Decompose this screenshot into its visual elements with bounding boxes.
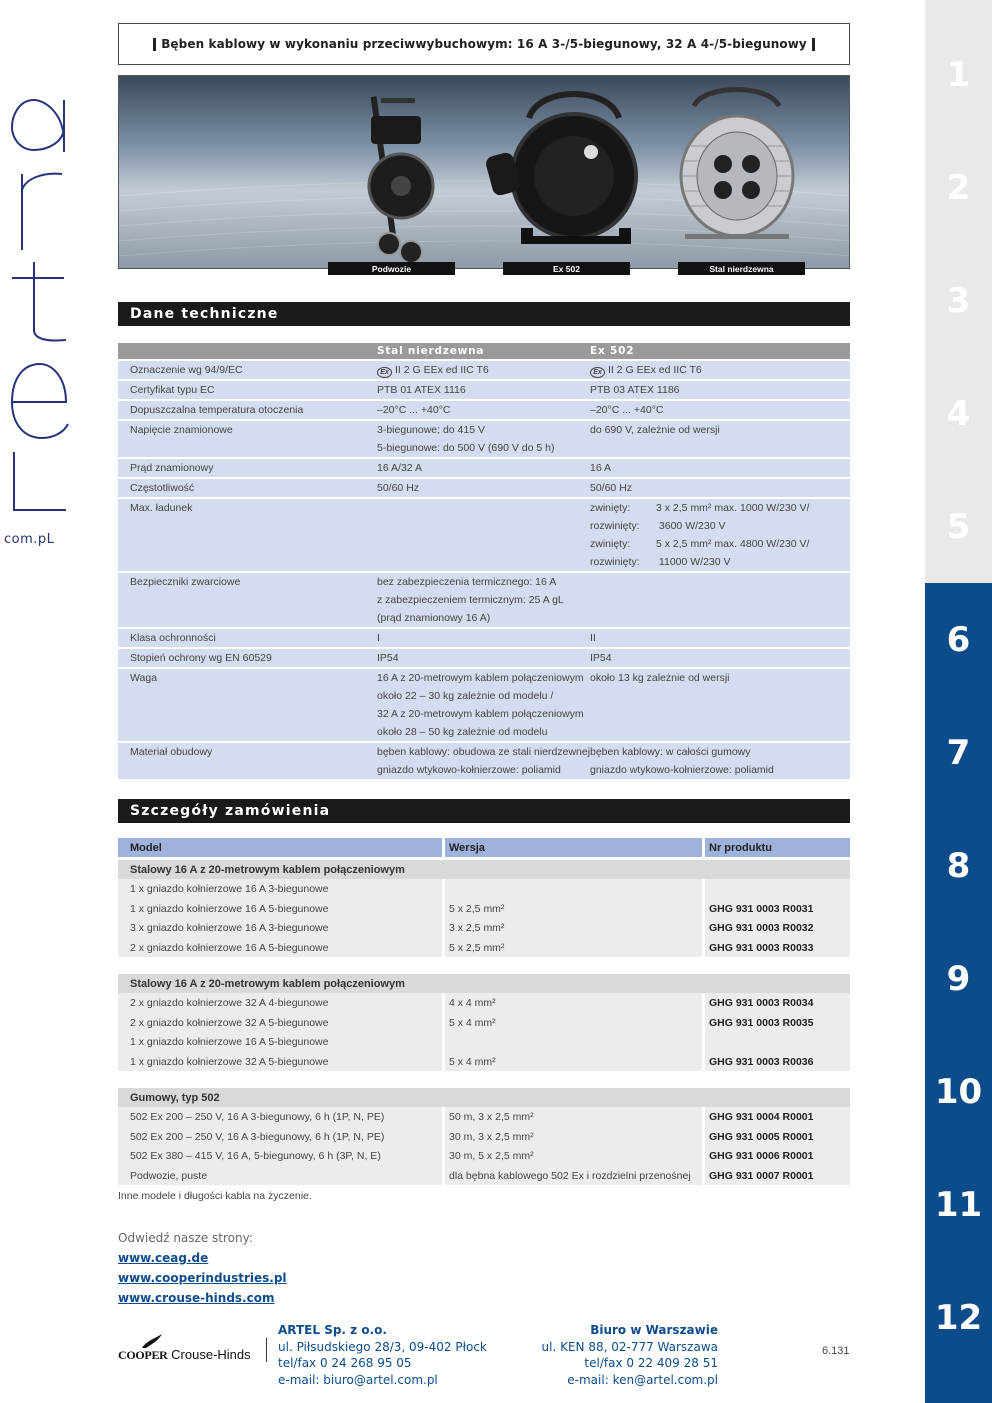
table-row: [118, 938, 850, 958]
model-cell: 2 x gniazdo kołnierzowe 16 A 5-biegunowe: [118, 938, 442, 958]
tech-value: gniazdo wtykowo-kołnierzowe: poliamid: [590, 764, 774, 776]
link-cooperindustries[interactable]: www.cooperindustries.pl: [118, 1271, 287, 1285]
trolley-image: [369, 96, 433, 263]
tech-value: II: [590, 632, 596, 644]
tech-label: Oznaczenie wg 94/9/EC: [130, 364, 243, 376]
product-number-cell: GHG 931 0003 R0033: [705, 938, 850, 958]
order-table: [118, 838, 850, 1185]
table-row: [118, 1166, 850, 1186]
tech-label: Dopuszczalna temperatura otoczenia: [130, 404, 304, 416]
email-line[interactable]: e-mail: biuro@artel.com.pl: [278, 1372, 438, 1387]
chapter-tabs: [925, 0, 992, 1403]
tech-value: 5-biegunowe: do 500 V (690 V do 5 h): [377, 442, 555, 454]
tech-value: PTB 01 ATEX 1116: [377, 384, 466, 396]
version-cell: 50 m, 3 x 2,5 mm²: [445, 1107, 702, 1127]
product-number-cell: GHG 931 0007 R0001: [705, 1166, 850, 1186]
photo-label-podwozie: Podwozie: [328, 262, 455, 275]
order-note: Inne modele i długości kabla na życzenie.: [118, 1190, 312, 1202]
table-row: [118, 1107, 850, 1127]
tech-value: –20°C ... +40°C: [590, 404, 664, 416]
version-cell: 5 x 2,5 mm²: [445, 899, 702, 919]
link-ceag[interactable]: www.ceag.de: [118, 1251, 209, 1265]
tech-value: około 13 kg zależnie od wersji: [590, 672, 730, 684]
tech-row: [118, 669, 850, 743]
tech-key: rozwinięty:: [590, 520, 640, 532]
ex-mark-icon: Ex: [377, 367, 392, 378]
tech-key: zwinięty:: [590, 502, 631, 514]
artel-logo: [4, 72, 74, 512]
page-number: 6.131: [822, 1345, 850, 1357]
tech-col-ex502: Ex 502: [590, 345, 635, 357]
tech-row: [118, 499, 850, 573]
tech-row: [118, 479, 850, 499]
tech-row: [118, 649, 850, 669]
tech-label: Certyfikat typu EC: [130, 384, 215, 396]
table-row: [118, 993, 850, 1013]
model-cell: 1 x gniazdo kołnierzowe 32 A 5-biegunowe: [118, 1052, 442, 1072]
tech-label: Prąd znamionowy: [130, 462, 214, 474]
table-row: [118, 1052, 850, 1072]
version-cell: 4 x 4 mm²: [445, 993, 702, 1013]
version-cell: [445, 879, 702, 899]
tech-value: 32 A z 20-metrowym kablem połączeniowym: [377, 708, 584, 720]
tech-col-stal: Stal nierdzewna: [377, 345, 485, 357]
tech-value: około 28 – 50 kg zależnie od modelu: [377, 726, 548, 738]
tech-value: II 2 G EEx ed IIC T6: [608, 364, 702, 376]
product-number-cell: GHG 931 0006 R0001: [705, 1146, 850, 1166]
tech-value: IP54: [590, 652, 612, 664]
tech-row: [118, 421, 850, 459]
order-heading: Szczegóły zamówienia: [118, 799, 850, 823]
order-group-title: Gumowy, typ 502: [118, 1088, 850, 1107]
model-cell: 502 Ex 200 – 250 V, 16 A 3-biegunowy, 6 h (1P, N, PE): [118, 1127, 442, 1147]
order-table-header: [118, 838, 850, 857]
phone-line: tel/fax 0 24 268 95 05: [278, 1356, 412, 1370]
model-cell: 2 x gniazdo kołnierzowe 32 A 4-biegunowe: [118, 993, 442, 1013]
tech-value: 16 A z 20-metrowym kablem połączeniowym: [377, 672, 584, 684]
model-cell: 1 x gniazdo kołnierzowe 16 A 5-biegunowe: [118, 1032, 442, 1052]
tech-value: –20°C ... +40°C: [377, 404, 451, 416]
tech-row: [118, 743, 850, 781]
product-number-cell: GHG 931 0003 R0031: [705, 899, 850, 919]
model-cell: 2 x gniazdo kołnierzowe 32 A 5-biegunowe: [118, 1013, 442, 1033]
product-number-cell: GHG 931 0004 R0001: [705, 1107, 850, 1127]
tech-value: bęben kablowy: w całości gumowy: [590, 746, 751, 758]
product-number-cell: GHG 931 0005 R0001: [705, 1127, 850, 1147]
tech-label: Klasa ochronności: [130, 632, 216, 644]
tech-row: [118, 381, 850, 401]
tech-value: 11000 W/230 V: [656, 556, 731, 568]
tech-value: 3-biegunowe; do 415 V: [377, 424, 485, 436]
tech-value: gniazdo wtykowo-kołnierzowe: poliamid: [377, 764, 561, 776]
tech-row: [118, 459, 850, 479]
tech-value: PTB 03 ATEX 1186: [590, 384, 680, 396]
table-row: [118, 879, 850, 899]
tab-7[interactable]: 7: [925, 696, 992, 809]
tech-row: [118, 629, 850, 649]
tech-value: IP54: [377, 652, 399, 664]
product-number-cell: [705, 879, 850, 899]
tech-value: 5 x 2,5 mm² max. 4800 W/230 V/: [656, 538, 810, 550]
product-number-cell: GHG 931 0003 R0036: [705, 1052, 850, 1072]
table-row: [118, 1013, 850, 1033]
tech-label: Stopień ochrony wg EN 60529: [130, 652, 272, 664]
model-cell: 1 x gniazdo kołnierzowe 16 A 3-biegunowe: [118, 879, 442, 899]
office-name: Biuro w Warszawie: [590, 1323, 718, 1337]
tech-table: [118, 343, 850, 781]
stainless-reel-image: [681, 90, 793, 240]
tech-value: bez zabezpieczenia termicznego: 16 A: [377, 576, 557, 588]
tab-4[interactable]: 4: [925, 357, 992, 470]
cooper-crouse-hinds-logo: [118, 1347, 251, 1363]
version-cell: 5 x 4 mm²: [445, 1013, 702, 1033]
version-cell: 30 m, 5 x 2,5 mm²: [445, 1146, 702, 1166]
page-title: Bęben kablowy w wykonaniu przeciwwybuchowym: 16 A 3-/5-biegunowy, 32 A 4-/5-biegunowy: [161, 37, 807, 51]
model-cell: 502 Ex 200 – 250 V, 16 A 3-biegunowy, 6 h (1P, N, PE): [118, 1107, 442, 1127]
version-cell: 5 x 4 mm²: [445, 1052, 702, 1072]
product-photo: [118, 75, 850, 269]
tech-value: 3600 W/230 V: [656, 520, 726, 532]
tab-1[interactable]: 1: [925, 18, 992, 131]
tab-3[interactable]: 3: [925, 244, 992, 357]
version-cell: [445, 1032, 702, 1052]
link-crouse-hinds[interactable]: www.crouse-hinds.com: [118, 1291, 275, 1305]
product-number-cell: GHG 931 0003 R0035: [705, 1013, 850, 1033]
version-cell: 3 x 2,5 mm²: [445, 918, 702, 938]
tech-label: Bezpieczniki zwarciowe: [130, 576, 241, 588]
tech-key: rozwinięty:: [590, 556, 640, 568]
ex-mark-icon: Ex: [590, 367, 605, 378]
tab-2[interactable]: 2: [925, 131, 992, 244]
tech-value: I: [377, 632, 380, 644]
tech-value: 16 A: [590, 462, 612, 474]
tech-table-header: [118, 343, 850, 359]
tech-label: Napięcie znamionowe: [130, 424, 233, 436]
table-row: [118, 1032, 850, 1052]
tech-row: [118, 401, 850, 421]
tech-row: [118, 573, 850, 629]
cooper-logo-rest: Crouse-Hinds: [167, 1347, 251, 1362]
tech-row: [118, 361, 850, 381]
tech-value: (prąd znamionowy 16 A): [377, 612, 491, 624]
tab-5[interactable]: 5: [925, 470, 992, 583]
version-cell: dla bębna kablowego 502 Ex i rozdzielni przenośnej: [445, 1166, 702, 1186]
tab-8[interactable]: 8: [925, 809, 992, 922]
tab-12[interactable]: 12: [925, 1261, 992, 1374]
tech-heading: Dane techniczne: [118, 302, 850, 326]
product-number-cell: GHG 931 0003 R0034: [705, 993, 850, 1013]
tab-10[interactable]: 10: [925, 1035, 992, 1148]
phone-line: tel/fax 0 22 409 28 51: [584, 1356, 718, 1370]
order-group-title: Stalowy 16 A z 20-metrowym kablem połączeniowym: [118, 860, 850, 879]
model-cell: 3 x gniazdo kołnierzowe 16 A 3-biegunowe: [118, 918, 442, 938]
table-row: [118, 899, 850, 919]
tech-value: około 22 – 30 kg zależnie od modelu /: [377, 690, 554, 702]
product-number-cell: GHG 931 0003 R0032: [705, 918, 850, 938]
model-cell: 502 Ex 380 – 415 V, 16 A, 5-biegunowy, 6 h (3P, N, E): [118, 1146, 442, 1166]
address-plock: [278, 1322, 487, 1388]
address-warszawa: [542, 1322, 718, 1388]
product-number-cell: [705, 1032, 850, 1052]
address-line: ul. KEN 88, 02-777 Warszawa: [541, 1339, 718, 1354]
logo-domain: com.pL: [4, 532, 55, 547]
cooper-logo-bold: COOPER: [118, 1348, 168, 1362]
order-group-title: Stalowy 16 A z 20-metrowym kablem połączeniowym: [118, 974, 850, 993]
tech-label: Materiał obudowy: [130, 746, 213, 758]
table-row: [118, 918, 850, 938]
tab-6[interactable]: 6: [925, 583, 992, 696]
tech-value: II 2 G EEx ed IIC T6: [395, 364, 489, 376]
col-model: Model: [118, 838, 442, 857]
visit-intro: Odwiedź nasze strony:: [118, 1231, 253, 1245]
company-name: ARTEL Sp. z o.o.: [278, 1323, 387, 1337]
tech-value: do 690 V, zależnie od wersji: [590, 424, 720, 436]
address-line: ul. Piłsudskiego 28/3, 09-402 Płock: [278, 1339, 487, 1354]
table-row: [118, 1127, 850, 1147]
tech-label: Max. ładunek: [130, 502, 193, 514]
tech-value: 3 x 2,5 mm² max. 1000 W/230 V/: [656, 502, 810, 514]
tech-value: 16 A/32 A: [377, 462, 422, 474]
tab-11[interactable]: 11: [925, 1148, 992, 1261]
tech-label: Waga: [130, 672, 158, 684]
model-cell: 1 x gniazdo kołnierzowe 16 A 5-biegunowe: [118, 899, 442, 919]
version-cell: 30 m, 3 x 2,5 mm²: [445, 1127, 702, 1147]
photo-label-stal: Stal nierdzewna: [678, 262, 805, 275]
tech-value: 50/60 Hz: [590, 482, 633, 494]
col-nr-produktu: Nr produktu: [705, 838, 850, 857]
page-title-box: [118, 23, 850, 65]
col-wersja: Wersja: [445, 838, 702, 857]
tech-value: 50/60 Hz: [377, 482, 420, 494]
tab-9[interactable]: 9: [925, 922, 992, 1035]
photo-label-ex502: Ex 502: [503, 262, 630, 275]
version-cell: 5 x 2,5 mm²: [445, 938, 702, 958]
tech-value: z zabezpieczeniem termicznym: 25 A gL: [377, 594, 564, 606]
footer-divider: [266, 1338, 267, 1362]
tech-label: Częstotliwość: [130, 482, 195, 494]
table-row: [118, 1146, 850, 1166]
tech-value: bęben kablowy: obudowa ze stali nierdzewnej: [377, 746, 591, 758]
email-line[interactable]: e-mail: ken@artel.com.pl: [567, 1372, 718, 1387]
tech-key: zwinięty:: [590, 538, 631, 550]
ex502-image: [484, 94, 636, 244]
model-cell: Podwozie, puste: [118, 1166, 442, 1186]
